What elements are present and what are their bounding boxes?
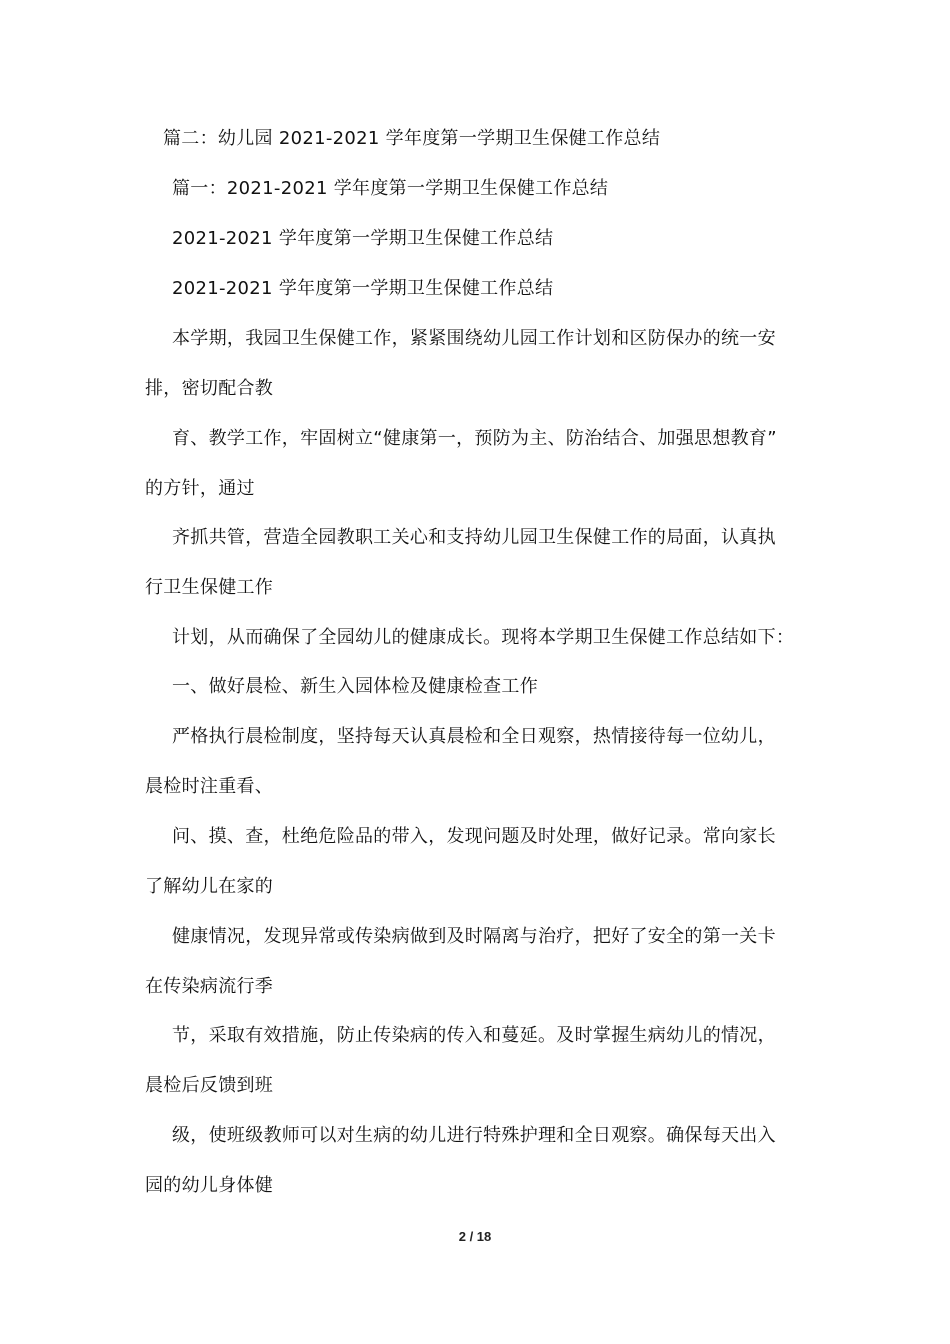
document-line: 篇一：2021-2021 学年度第一学期卫生保健工作总结 (172, 178, 609, 199)
document-line: 行卫生保健工作 (145, 577, 274, 598)
document-line: 节，采取有效措施，防止传染病的传入和蔓延。及时掌握生病幼儿的情况， (172, 1025, 776, 1046)
document-line: 级，使班级教师可以对生病的幼儿进行特殊护理和全日观察。确保每天出入 (172, 1125, 776, 1146)
document-line: 了解幼儿在家的 (145, 876, 274, 897)
document-line: 问、摸、查，杜绝危险品的带入，发现问题及时处理，做好记录。常向家长 (172, 826, 776, 847)
document-line: 齐抓共管，营造全园教职工关心和支持幼儿园卫生保健工作的局面，认真执 (172, 527, 776, 548)
document-line: 严格执行晨检制度，坚持每天认真晨检和全日观察，热情接待每一位幼儿， (172, 726, 776, 747)
document-line: 晨检后反馈到班 (145, 1075, 274, 1096)
document-line: 2021-2021 学年度第一学期卫生保健工作总结 (172, 278, 554, 299)
document-line: 的方针，通过 (145, 478, 255, 499)
page-number: 2 / 18 (458, 1229, 492, 1244)
document-line: 本学期，我园卫生保健工作，紧紧围绕幼儿园工作计划和区防保办的统一安 (172, 328, 776, 349)
document-line: 在传染病流行季 (145, 976, 274, 997)
document-line: 篇二：幼儿园 2021-2021 学年度第一学期卫生保健工作总结 (163, 128, 661, 149)
document-line: 排，密切配合教 (145, 378, 274, 399)
document-line: 晨检时注重看、 (145, 776, 274, 797)
document-line: 园的幼儿身体健 (145, 1175, 274, 1196)
document-line: 育、教学工作，牢固树立“健康第一，预防为主、防治结合、加强思想教育” (172, 428, 777, 449)
document-line: 健康情况，发现异常或传染病做到及时隔离与治疗，把好了安全的第一关卡 (172, 926, 776, 947)
document-line: 计划，从而确保了全园幼儿的健康成长。现将本学期卫生保健工作总结如下： (172, 627, 795, 648)
document-line: 2021-2021 学年度第一学期卫生保健工作总结 (172, 228, 554, 249)
section-heading: 一、做好晨检、新生入园体检及健康检查工作 (172, 676, 538, 697)
